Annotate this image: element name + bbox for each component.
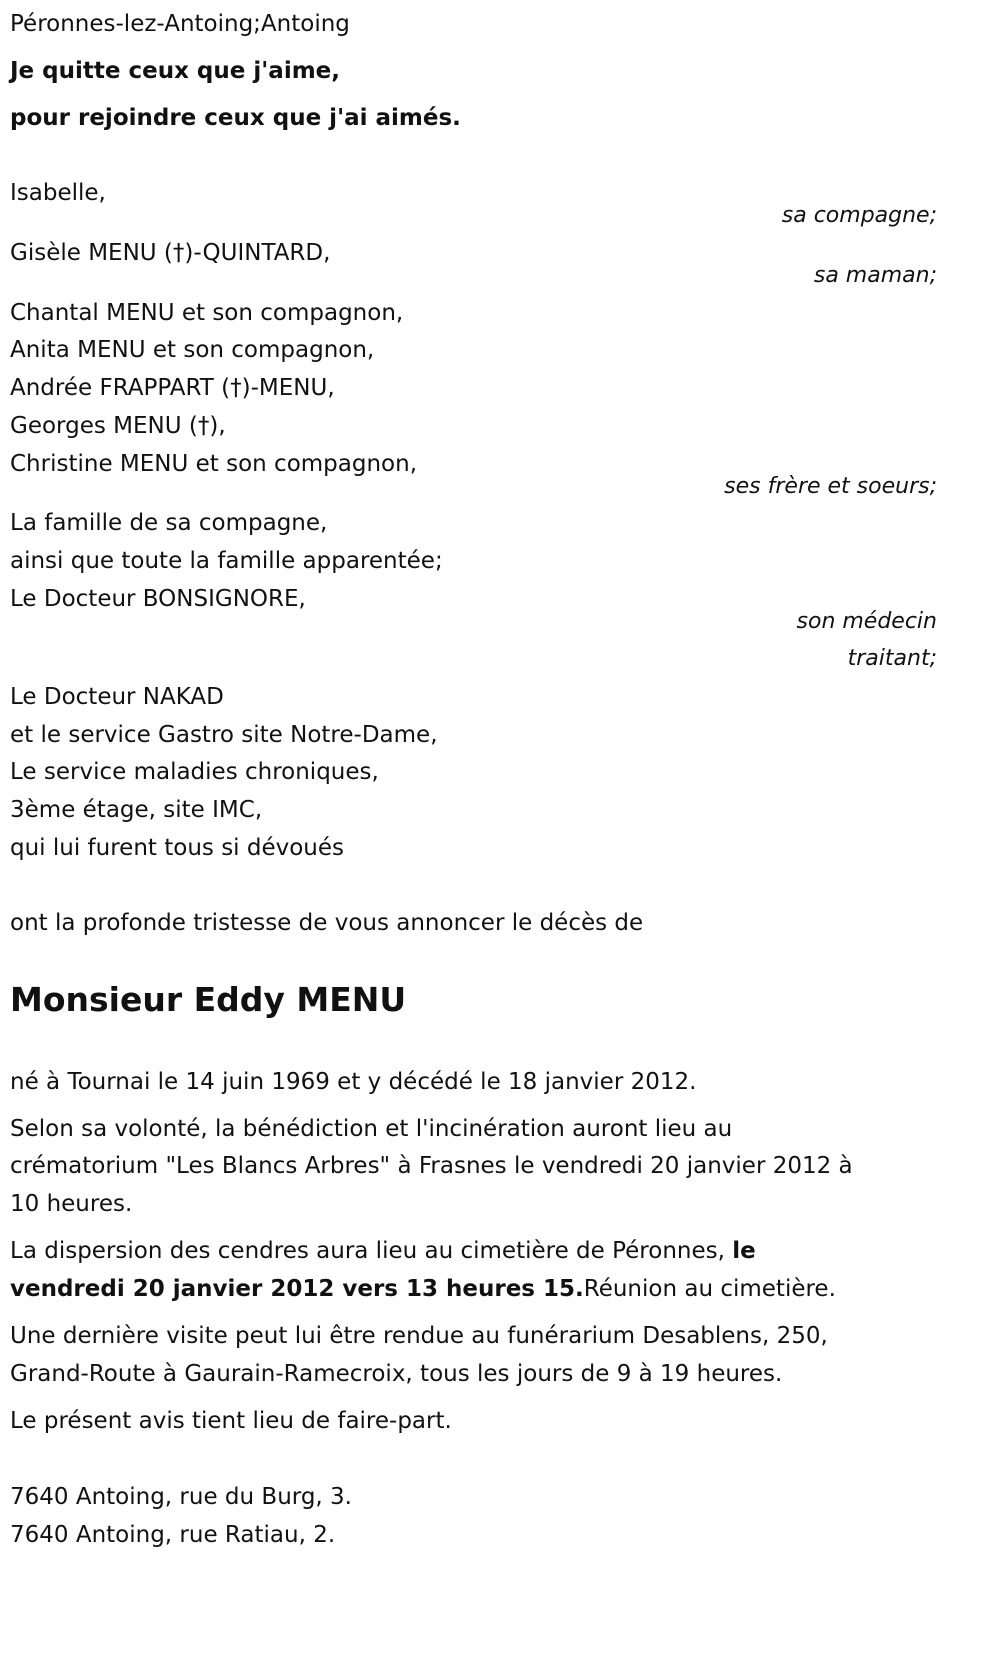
family-member: Isabelle,: [10, 180, 106, 206]
ceremony-line: Selon sa volonté, la bénédiction et l'incinération auront lieu au: [10, 1116, 733, 1142]
dispersion-date: vendredi 20 janvier 2012 vers 13 heures 15.: [10, 1276, 584, 1302]
address: 7640 Antoing, rue Ratiau, 2.: [10, 1522, 336, 1548]
medical-line: qui lui furent tous si dévoués: [10, 835, 345, 861]
quote-line-2: pour rejoindre ceux que j'ai aimés.: [10, 105, 461, 131]
birth-death: né à Tournai le 14 juin 1969 et y décédé le 18 janvier 2012.: [10, 1069, 697, 1095]
family-member: Chantal MENU et son compagnon,: [10, 300, 404, 326]
family-member: La famille de sa compagne,: [10, 510, 328, 536]
dispersion-bold: le: [732, 1238, 756, 1264]
family-member: Georges MENU (†),: [10, 413, 226, 439]
relation-label: traitant;: [847, 646, 937, 671]
family-member: Anita MENU et son compagnon,: [10, 337, 375, 363]
address: 7640 Antoing, rue du Burg, 3.: [10, 1484, 352, 1510]
dispersion-line-1: [10, 1235, 756, 1267]
visit-line: Grand-Route à Gaurain-Ramecroix, tous les jours de 9 à 19 heures.: [10, 1361, 783, 1387]
relation-label: ses frère et soeurs;: [724, 474, 937, 499]
relation-label: son médecin: [796, 609, 937, 634]
medical-line: Le service maladies chroniques,: [10, 759, 379, 785]
ceremony-line: 10 heures.: [10, 1191, 133, 1217]
medical-line: et le service Gastro site Notre-Dame,: [10, 722, 438, 748]
family-member: Christine MENU et son compagnon,: [10, 451, 418, 477]
family-member: Gisèle MENU (†)-QUINTARD,: [10, 240, 331, 266]
dispersion-text: La dispersion des cendres aura lieu au cimetière de Péronnes,: [10, 1238, 733, 1264]
dispersion-line-2: [10, 1273, 836, 1305]
medical-line: Le Docteur NAKAD: [10, 684, 224, 710]
relation-label: sa maman;: [813, 263, 937, 288]
family-member: Andrée FRAPPART (†)-MENU,: [10, 375, 335, 401]
location: Péronnes-lez-Antoing;Antoing: [10, 11, 350, 37]
deceased-name: Monsieur Eddy MENU: [10, 980, 407, 1019]
visit-line: Une dernière visite peut lui être rendue au funérarium Desablens, 250,: [10, 1323, 828, 1349]
family-member: Le Docteur BONSIGNORE,: [10, 586, 306, 612]
dispersion-after: Réunion au cimetière.: [583, 1276, 836, 1302]
medical-line: 3ème étage, site IMC,: [10, 797, 263, 823]
relation-label: sa compagne;: [781, 203, 937, 228]
notice: Le présent avis tient lieu de faire-part.: [10, 1408, 452, 1434]
ceremony-line: crématorium "Les Blancs Arbres" à Frasnes le vendredi 20 janvier 2012 à: [10, 1153, 853, 1179]
announcement: ont la profonde tristesse de vous annoncer le décès de: [10, 910, 644, 936]
family-member: ainsi que toute la famille apparentée;: [10, 548, 443, 574]
quote-line-1: Je quitte ceux que j'aime,: [10, 58, 341, 84]
